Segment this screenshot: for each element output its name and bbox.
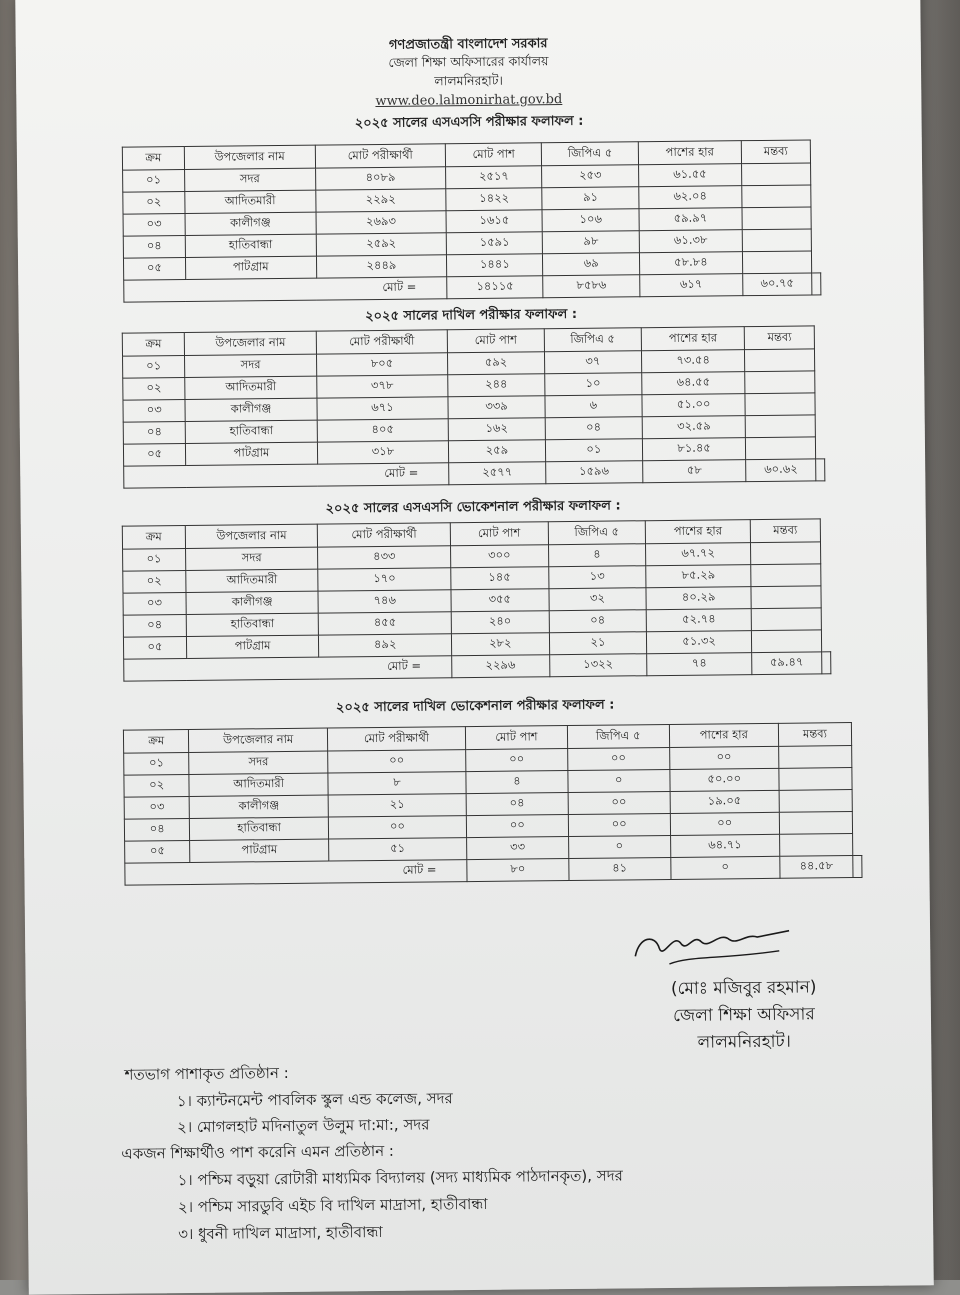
total-cell [812,273,821,295]
table-cell [750,542,820,565]
table-cell: ৫১.০০ [642,394,746,417]
zero-pass-item-1: ১। পশ্চিম বড়ুয়া রোটারী মাধ্যমিক বিদ্যালয় (সদ্য মাধ্যমিক পাঠদানকৃত), সদর [177,1166,623,1190]
total-cell: ৫৯.৪৭ [752,652,822,675]
table-cell [742,229,811,252]
table-cell: ০১ [545,439,642,462]
total-cell: ১৪১১৫ [447,276,544,299]
table-cell: ৭৩.৫৪ [641,350,745,373]
full-pass-heading: শতভাগ পাশাকৃত প্রতিষ্ঠান : [124,1063,289,1084]
table-cell: পাটগ্রাম [186,442,318,465]
table-cell: ১৬২ [448,418,545,441]
column-header: মোট পাশ [465,726,567,750]
table-cell [746,437,816,460]
total-cell: ৪১ [569,857,671,880]
ssc-vocational-result-table [122,518,832,681]
column-header: মোট পাশ [450,522,548,546]
column-header: উপজেলার নাম [189,728,328,752]
table-cell: ০২ [123,378,185,401]
table-cell: ০০ [568,813,670,836]
table-cell: ৪৫৫ [319,612,452,635]
total-label: মোট = [124,463,449,488]
table-cell: ২১ [549,632,647,655]
table-cell: ২১ [328,794,466,817]
column-header: মন্তব্য [745,326,815,350]
total-cell: ৪৪.৫৮ [780,856,853,879]
table-cell: ১০ [545,373,642,396]
table-cell: ৫১.৩২ [647,631,752,654]
table-cell: কালীগঞ্জ [185,212,316,235]
table-cell: ১৩ [548,566,646,589]
table-cell: ৮৫.২৯ [646,565,751,588]
table-cell: ০৪ [124,818,190,841]
table-cell: হাতিবান্ধা [185,234,316,257]
table-cell: ৬১.৫৫ [638,164,741,187]
table-cell [742,207,811,230]
ssc-vocational-table-title: ২০২৫ সালের এসএসসি ভোকেশনাল পরীক্ষার ফলাফল : [325,498,621,517]
table-cell [779,790,852,813]
table-cell: আদিতমারী [186,569,319,592]
table-cell: ০০ [328,750,466,773]
result-sheet [15,0,934,1295]
zero-pass-item-2: ২। পশ্চিম সারডুবি এইচ বি দাখিল মাদ্রাসা, হাতীবান্ধা [177,1194,488,1217]
total-label: মোট = [125,860,467,886]
table-cell: ৩৭ [544,351,641,374]
table-cell: ১৬১৫ [446,210,543,233]
table-cell: পাটগ্রাম [185,256,316,279]
table-cell: ২২৯২ [315,189,446,212]
table-cell: ৪৩৩ [318,546,451,569]
table-cell: ৩০০ [450,545,548,568]
table-cell: ৭৪৬ [318,590,451,613]
column-header: ক্রম [122,526,185,550]
column-header: জিপিএ ৫ [542,142,639,166]
table-cell: ৮০৫ [316,353,448,376]
column-header: মোট পাশ [445,143,542,167]
table-cell: ০৪ [123,422,185,445]
table-cell: ৫৮.৮৪ [639,252,742,275]
table-cell: ২৮২ [451,633,549,656]
table-cell: হাতিবান্ধা [190,817,329,840]
total-cell: ৫৮ [642,460,746,483]
table-cell: ০০ [669,746,778,769]
table-cell: ৩২ [548,588,646,611]
table-cell: কালীগঞ্জ [185,398,317,421]
ssc-result-table [122,139,822,302]
table-cell: ১৫৯১ [446,232,543,255]
table-cell: ৫০.০০ [670,768,779,791]
table-cell: ২৫১৭ [446,166,543,189]
table-cell: ২৬৯৩ [316,211,447,234]
officer-name: (মোঃ মজিবুর রহমান) [670,977,817,999]
table-cell: ৩১৮ [317,441,449,464]
total-cell: ২২৯৬ [452,655,550,678]
column-header: পাশের হার [638,141,741,165]
table-cell: ৯৮ [543,231,640,254]
table-cell: ৬৭.৭২ [646,543,751,566]
table-cell [742,251,811,274]
table-cell [751,586,821,609]
table-cell: ৪৯২ [319,634,452,657]
table-cell: ৬১.৩৮ [639,230,742,253]
table-cell: ৩৩ [467,837,569,860]
table-cell: ৫১ [328,838,466,861]
table-cell [745,349,815,372]
table-cell: ২৪৪ [448,374,545,397]
table-cell [745,393,815,416]
table-cell: ৪০.২৯ [646,587,751,610]
officer-designation: জেলা শিক্ষা অফিসার [672,1004,815,1026]
table-cell: ৮১.৪৫ [642,438,746,461]
table-cell: ৬৪.৭১ [670,834,779,857]
table-cell: সদর [185,354,317,377]
total-cell [853,855,862,877]
table-cell: ০৫ [123,444,185,467]
table-cell: কালীগঞ্জ [186,591,319,614]
column-header: জিপিএ ৫ [567,724,669,748]
column-header: ক্রম [122,333,184,357]
total-cell: ২৫৭৭ [449,462,546,485]
table-cell: ৬৯ [543,253,640,276]
table-cell: হাতিবান্ধা [186,613,319,636]
table-cell: ৪০৮৯ [315,167,446,190]
table-cell: ১৪৫ [451,567,549,590]
table-cell: ০৩ [124,796,190,819]
table-cell: ০৪ [123,615,186,638]
total-label: মোট = [124,656,452,681]
total-cell [822,652,831,674]
officer-signature [629,925,799,971]
table-cell: সদর [189,751,328,774]
total-cell: ৮০ [467,859,569,882]
total-cell: ১৩২২ [549,654,647,677]
total-cell [816,459,825,481]
table-cell [751,608,821,631]
table-cell: ০৩ [123,214,185,237]
column-header: পাশের হার [669,723,778,747]
column-header: মোট পরীক্ষার্থী [318,523,451,547]
column-header: উপজেলার নাম [184,331,316,355]
table-cell: ০০ [567,747,669,770]
column-header: জিপিএ ৫ [548,521,646,545]
table-cell: ০৩ [123,400,185,423]
table-cell: ০০ [568,791,670,814]
column-header: মোট পরীক্ষার্থী [315,144,446,168]
office-title: জেলা শিক্ষা অফিসারের কার্যালয় [388,53,549,70]
table-cell: ৪ [548,544,646,567]
zero-pass-heading: একজন শিক্ষার্থীও পাশ করেনি এমন প্রতিষ্ঠান : [121,1141,395,1163]
column-header: মন্তব্য [778,723,851,747]
total-cell: ৬১৭ [639,274,742,297]
table-cell: ২৫৩ [542,165,639,188]
table-cell: ৩৫৫ [451,589,549,612]
table-cell [751,564,821,587]
column-header: মোট পাশ [447,329,544,353]
table-cell: ০২ [123,192,185,215]
table-cell: ০০ [466,749,568,772]
table-cell [779,746,852,769]
column-header: পাশের হার [646,520,751,544]
table-cell: সদর [185,547,318,570]
table-cell: ৩২.৫৯ [642,416,746,439]
table-cell: ১৪২২ [446,188,543,211]
column-header: জিপিএ ৫ [544,328,641,352]
table-cell [742,185,811,208]
table-cell: ৮ [328,772,466,795]
table-cell [779,834,852,857]
table-cell: আদিতমারী [185,190,316,213]
dakhil-table-title: ২০২৫ সালের দাখিল পরীক্ষার ফলাফল : [365,306,578,325]
column-header: ক্রম [122,147,184,171]
table-cell [741,163,810,186]
table-cell: ২৫৯ [448,440,545,463]
column-header: ক্রম [123,729,189,753]
column-header: পাশের হার [641,327,745,351]
table-cell: ৯১ [542,187,639,210]
table-cell: ৬৪.৫৫ [641,372,745,395]
table-cell: ২৪০ [451,611,549,634]
table-cell: ০ [568,769,670,792]
table-cell: ৫৯.৯৭ [639,208,742,231]
column-header: মোট পরীক্ষার্থী [316,330,448,354]
total-cell: ৬০.৬২ [746,459,816,482]
table-cell [746,415,816,438]
table-cell: ০৫ [123,637,186,660]
total-cell: ০ [670,856,779,879]
full-pass-item-2: ২। মোগলহাট মদিনাতুল উলুম দা:মা:, সদর [176,1115,430,1137]
column-header: মন্তব্য [741,140,810,164]
table-cell: পাটগ্রাম [186,635,319,658]
table-cell: ২৪৪৯ [316,255,447,278]
table-cell: আদিতমারী [189,773,328,796]
table-cell: ০৫ [123,258,185,281]
dakhil-vocational-table-title: ২০২৫ সালের দাখিল ভোকেশনাল পরীক্ষার ফলাফল : [335,697,615,716]
table-cell: আদিতমারী [185,376,317,399]
table-cell: ৩৩৯ [448,396,545,419]
table-cell: ১০৬ [542,209,639,232]
table-cell: ৩৭৮ [316,375,448,398]
table-cell: ০৪ [123,236,185,259]
total-cell: ১৫৯৬ [545,461,642,484]
table-cell: পাটগ্রাম [190,839,329,862]
table-cell: ০০ [670,812,779,835]
column-header: মন্তব্য [750,519,820,543]
district-name: লালমনিরহাট। [434,72,504,89]
table-cell: সদর [184,168,315,191]
full-pass-item-1: ১। ক্যান্টনমেন্ট পাবলিক স্কুল এন্ড কলেজ, সদর [176,1089,453,1111]
table-cell: ৫৯২ [448,352,545,375]
table-cell: ০১ [123,356,185,379]
table-cell: ৬ [545,395,642,418]
total-label: মোট = [124,277,447,302]
table-cell: ৫২.৭৪ [646,609,751,632]
table-cell: ৪ [466,771,568,794]
table-cell: ১৯.০৫ [670,790,779,813]
table-cell: ০৪ [549,610,647,633]
total-cell: ৮৫৮৬ [543,275,640,298]
table-cell: ০৪ [466,793,568,816]
table-cell: ০১ [124,752,190,775]
table-cell [745,371,815,394]
total-cell: ৬০.৭৫ [743,273,812,296]
dakhil-vocational-result-table [123,722,863,886]
table-cell: ০১ [123,170,185,193]
table-cell: ১৪৪১ [447,254,544,277]
column-header: উপজেলার নাম [184,145,315,169]
zero-pass-item-3: ৩। ধুবনী দাখিল মাদ্রাসা, হাতীবান্ধা [178,1222,383,1244]
total-cell: ৭৪ [647,653,752,676]
table-cell: কালীগঞ্জ [190,795,329,818]
table-cell [751,630,821,653]
table-cell: ০০ [328,816,466,839]
table-cell: ৬৭১ [317,397,449,420]
table-cell: ২৫৯২ [316,233,447,256]
column-header: মোট পরীক্ষার্থী [327,727,465,751]
table-cell: ০২ [124,774,190,797]
table-cell: ০৪ [545,417,642,440]
table-cell: ০২ [123,571,186,594]
table-cell: ৪০৫ [317,419,449,442]
ssc-table-title: ২০২৫ সালের এসএসসি পরীক্ষার ফলাফল : [354,113,584,132]
office-website: www.deo.lalmonirhat.gov.bd [375,92,563,110]
table-cell: ০৫ [125,840,191,863]
table-cell [779,812,852,835]
table-cell [779,768,852,791]
dakhil-result-table [122,325,826,488]
table-cell: হাতিবান্ধা [185,420,317,443]
column-header: উপজেলার নাম [185,524,318,548]
government-title: গণপ্রজাতন্ত্রী বাংলাদেশ সরকার [388,36,548,53]
table-cell: ১৭০ [318,568,451,591]
table-cell: ৬২.০৪ [639,186,742,209]
table-cell: ০৩ [123,593,186,616]
table-cell: ০১ [123,549,186,572]
officer-place: লালমনিরহাট। [697,1031,791,1053]
table-cell: ০০ [466,815,568,838]
table-cell: ০ [568,835,670,858]
